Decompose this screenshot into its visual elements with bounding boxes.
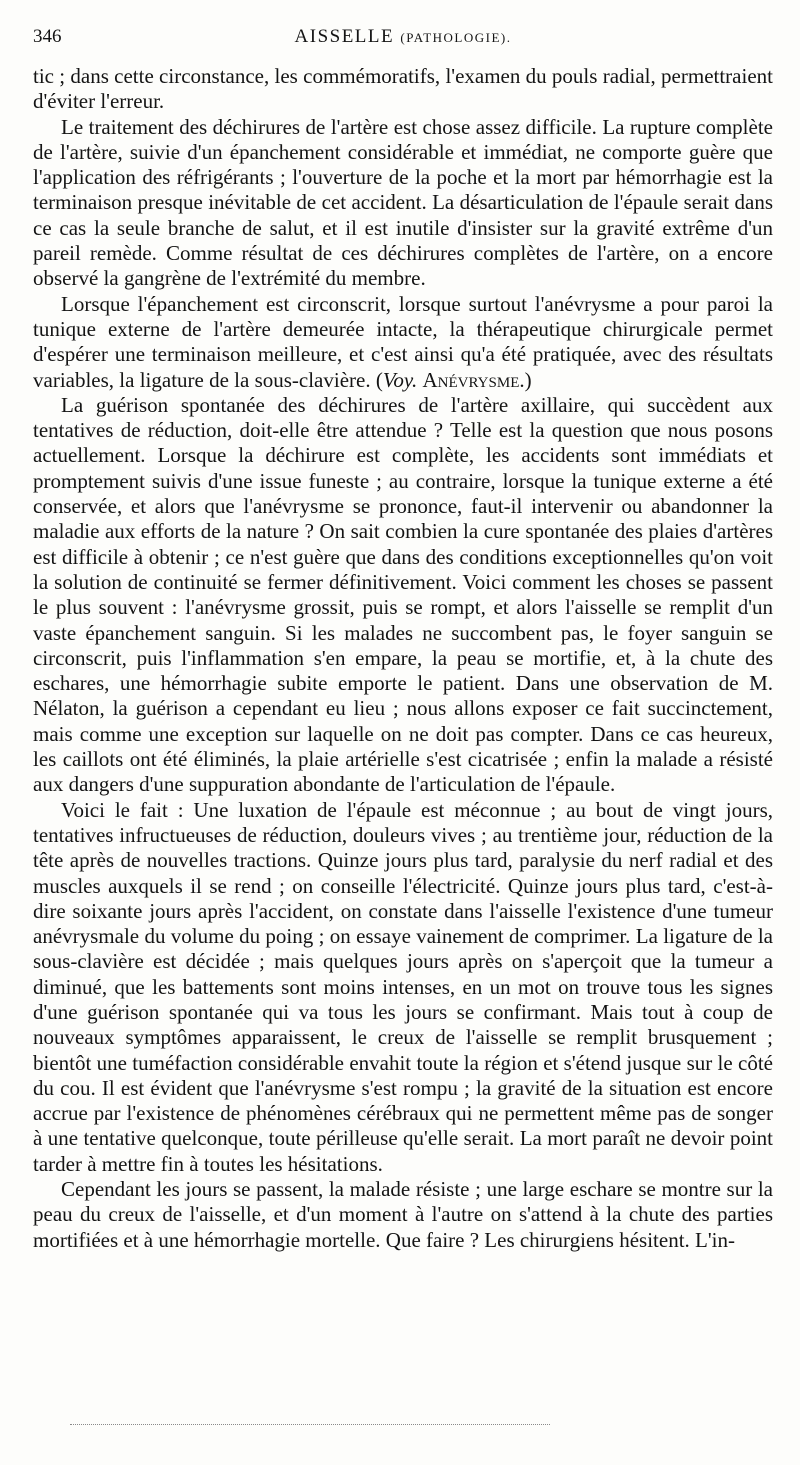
paragraph-text: Lorsque l'épanchement est circonscrit, lorsque surtout l'anévrysme a pour paroi la tunique externe de l'artère demeurée intacte, la thérapeutique chirurgicale permet d'espérer une terminaison meilleure, et c'est ainsi qu'a été pratiquée, avec des résultats variables, la ligature de la sous-clavière. ( xyxy=(33,291,773,392)
running-title-subtitle: (PATHOLOGIE). xyxy=(400,30,512,45)
footer-dotted-rule xyxy=(70,1424,550,1425)
paragraph: La guérison spontanée des déchirures de l'artère axillaire, qui succèdent aux tentatives de réduction, doit-elle être attendue ? Telle est la question que nous posons actuellement. Lorsque la déchirure est complète, les accidents sont immédiats et promptement suivis d'une issue funeste ; au contraire, lorsque la tunique externe a été conservée, et alors que l'anévrysme se prononce, faut-il intervenir ou abandonner la maladie aux efforts de la nature ? On sait combien la cure spontanée des plaies d'artères est difficile à obtenir ; ce n'est guère que dans des conditions exceptionnelles qu'on voit la solution de continuité se fermer définitivement. Voici comment les choses se passent le plus souvent : l'anévrysme grossit, puis se rompt, et alors l'aisselle se remplit d'un vaste épanchement sanguin. Si les malades ne succombent pas, le foyer sanguin se circonscrit, puis l'inflammation s'en empare, la peau se mortifie, et, à la chute des eschares, une hémorrhagie subite emporte le patient. Dans une observation de M. Nélaton, la guérison a cependant eu lieu ; nous allons exposer ce fait succinctement, mais comme une exception sur laquelle on ne doit pas compter. Dans ce cas heureux, les caillots ont été éliminés, la plaie artérielle s'est cicatrisée ; enfin la malade a résisté aux dangers d'une suppuration abondante de l'articulation de l'épaule. xyxy=(33,392,773,797)
cross-reference-term: Anévrysme xyxy=(422,367,520,392)
running-title xyxy=(33,26,773,48)
paragraph: Le traitement des déchirures de l'artère est chose assez difficile. La rupture complète de l'artère, suivie d'un épanchement considérable et immédiat, ne comporte guère que l'application des réfrigérants ; l'ouverture de la poche et la mort par hémorrhagie est la terminaison presque inévitable de cet accident. La désarticulation de l'épaule serait dans ce cas la seule branche de salut, et il est inutile d'insister sur la gravité extrême d'un pareil remède. Comme résultat de ces déchirures complètes de l'artère, on a encore observé la gangrène de l'extrémité du membre. xyxy=(33,114,773,291)
paragraph: Cependant les jours se passent, la malade résiste ; une large eschare se montre sur la peau du creux de l'aisselle, et d'un moment à l'autre on s'attend à la chute des parties mortifiées et à une hémorrhagie mortelle. Que faire ? Les chirurgiens hésitent. L'in- xyxy=(33,1177,773,1252)
page-number: 346 xyxy=(33,26,62,47)
paragraph-text-end: .) xyxy=(519,367,532,392)
running-header xyxy=(33,26,773,54)
running-title-main: AISSELLE xyxy=(294,26,395,47)
paragraph: Voici le fait : Une luxation de l'épaule est méconnue ; au bout de vingt jours, tentatives infructueuses de réduction, douleurs vives ; au trentième jour, réduction de la tête après de nouvelles tractions. Quinze jours plus tard, paralysie du nerf radial et des muscles auxquels il se rend ; on conseille l'électricité. Quinze jours plus tard, c'est-à-dire soixante jours après l'accident, on constate dans l'aisselle l'existence d'une tumeur anévrysmale du volume du poing ; on essaye vainement de comprimer. La ligature de la sous-clavière est décidée ; mais quelques jours après on s'aperçoit que la tumeur a diminué, que les battements sont moins intenses, en un mot on trouve tous les signes d'une guérison spontanée qui va tous les jours se confirmant. Mais tout à coup de nouveaux symptômes apparaissent, le creux de l'aisselle se remplit brusquement ; bientôt une tuméfaction considérable envahit toute la région et s'étend jusque sur le côté du cou. Il est évident que l'anévrysme s'est rompu ; la gravité de la situation est encore accrue par l'existence de phénomènes cérébraux qui ne permettent même pas de songer à une tentative quelconque, toute périlleuse qu'elle serait. La mort paraît ne devoir point tarder à mettre fin à toutes les hésitations. xyxy=(33,797,773,1176)
cross-reference-abbrev: Voy. xyxy=(382,367,418,392)
body-text xyxy=(33,64,773,1253)
paragraph: tic ; dans cette circonstance, les commémoratifs, l'examen du pouls radial, permettraient d'éviter l'erreur. xyxy=(33,64,773,114)
paragraph xyxy=(33,292,773,393)
